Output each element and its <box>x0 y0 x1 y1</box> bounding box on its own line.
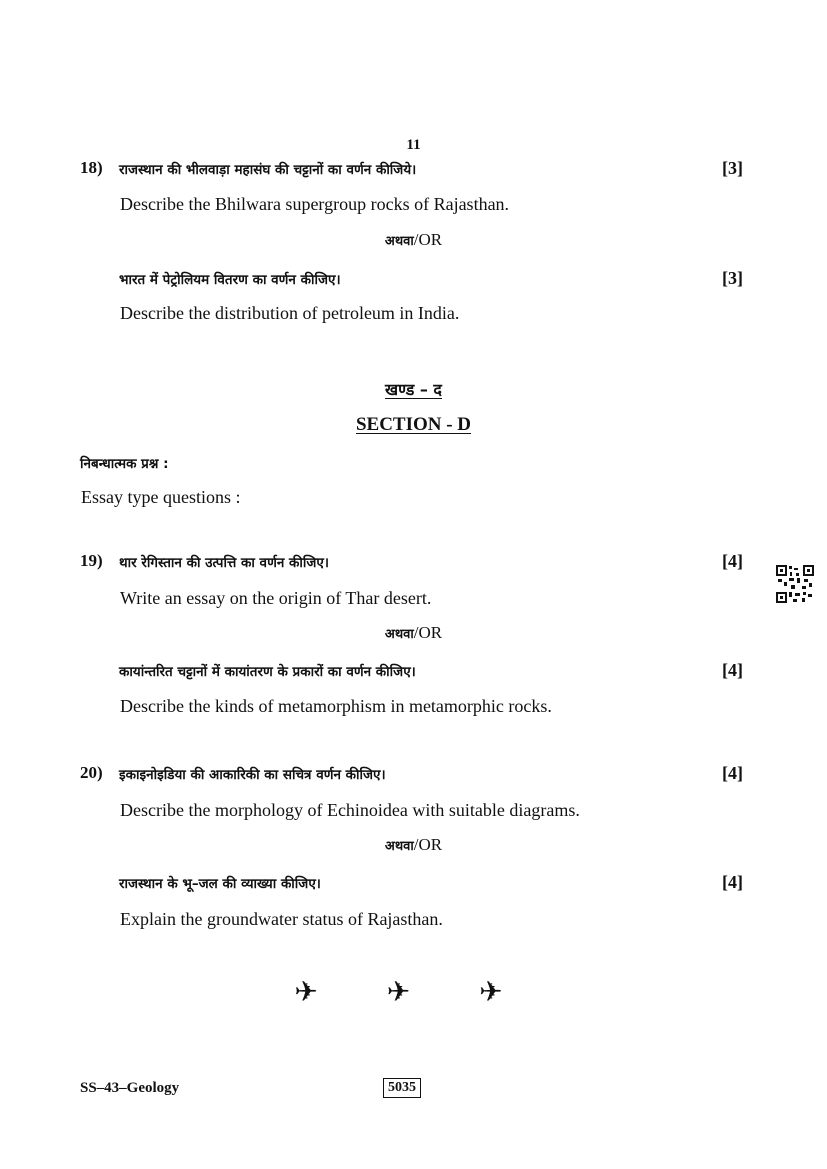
end-of-paper-marks: ✈ ✈ ✈ <box>294 975 533 1008</box>
question-type-english: Essay type questions : <box>81 487 241 507</box>
question-marks: [4] <box>722 551 743 571</box>
alt-question-text-english: Describe the distribution of petroleum in India. <box>120 303 460 323</box>
alt-question-text-hindi: राजस्थान के भू–जल की व्याख्या कीजिए। <box>119 876 321 892</box>
question-text-hindi: इकाइनोइडिया की आकारिकी का सचित्र वर्णन कीजिए। <box>119 767 386 783</box>
question-text-hindi: थार रेगिस्तान की उत्पत्ति का वर्णन कीजिए। <box>119 555 329 571</box>
question-marks: [4] <box>722 763 743 783</box>
alt-question-marks: [4] <box>722 872 743 892</box>
alt-question-marks: [3] <box>722 268 743 288</box>
question-text-english: Write an essay on the origin of Thar desert. <box>120 588 432 608</box>
qr-code-icon <box>776 565 814 603</box>
footer-subject: SS–43–Geology <box>80 1080 180 1096</box>
section-title-hindi: खण्ड – द <box>385 380 442 399</box>
alt-question-text-hindi: भारत में पेट्रोलियम वितरण का वर्णन कीजिए। <box>119 272 341 288</box>
alt-question-text-english: Describe the kinds of metamorphism in metamorphic rocks. <box>120 696 552 716</box>
footer-paper-code: 5035 <box>383 1078 421 1098</box>
question-number: 18) <box>80 158 103 177</box>
section-title-english: SECTION - D <box>355 414 472 435</box>
or-separator: अथवा/OR <box>384 623 443 642</box>
or-separator: अथवा/OR <box>384 835 443 854</box>
or-english: /OR <box>413 230 443 249</box>
page-number: 11 <box>406 137 421 153</box>
question-number: 19) <box>80 551 103 570</box>
alt-question-marks: [4] <box>722 660 743 680</box>
question-text-hindi: राजस्थान की भीलवाड़ा महासंघ की चट्टानों का वर्णन कीजिये। <box>119 162 417 178</box>
alt-question-text-hindi: कायांन्तरित चट्टानों में कायांतरण के प्रकारों का वर्णन कीजिए। <box>119 664 416 680</box>
question-text-english: Describe the Bhilwara supergroup rocks of Rajasthan. <box>120 194 510 214</box>
alt-question-text-english: Explain the groundwater status of Rajasthan. <box>120 909 443 929</box>
question-type-hindi: निबन्धात्मक प्रश्न : <box>80 456 169 472</box>
question-number: 20) <box>80 763 103 782</box>
question-marks: [3] <box>722 158 743 178</box>
question-text-english: Describe the morphology of Echinoidea with suitable diagrams. <box>120 800 580 820</box>
or-hindi: अथवा <box>384 234 414 249</box>
or-separator <box>0 230 827 250</box>
